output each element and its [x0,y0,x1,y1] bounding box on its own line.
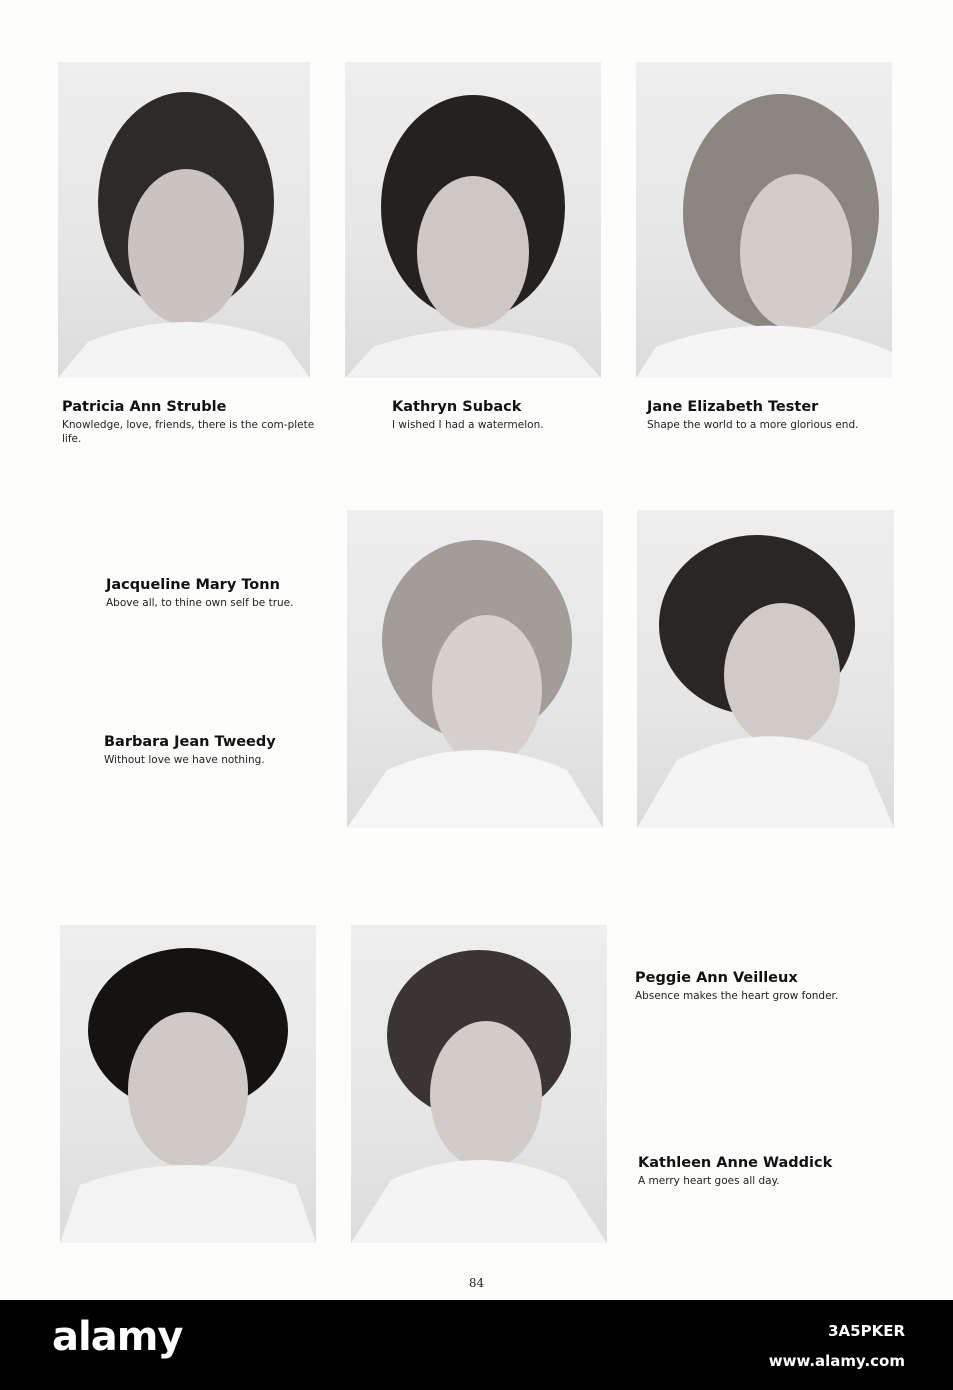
caption-suback [392,398,612,432]
portrait-photo-suback [345,62,601,378]
caption-veilleux [635,969,925,1003]
portrait-photo-tester [636,62,892,378]
portrait-photo-tweedy [637,510,894,828]
portrait-photo-waddick [351,925,607,1243]
student-name: Jacqueline Mary Tonn [106,577,280,593]
student-quote: Without love we have nothing. [104,754,265,766]
caption-tonn [106,576,336,610]
portrait-photo-veilleux [60,925,316,1243]
caption-tester [647,398,907,432]
student-name: Kathryn Suback [392,399,522,415]
page-number: 84 [468,1276,485,1290]
student-name: Peggie Ann Veilleux [635,970,798,986]
portrait-photo-struble [58,62,310,378]
student-quote: A merry heart goes all day. [638,1175,780,1187]
student-name: Patricia Ann Struble [62,399,227,415]
student-quote: Absence makes the heart grow fonder. [635,990,839,1002]
image-id: 3A5PKER [828,1322,905,1340]
caption-tweedy [104,733,334,767]
student-quote: I wished I had a watermelon. [392,419,544,431]
student-name: Barbara Jean Tweedy [104,734,276,750]
student-quote: Above all, to thine own self be true. [106,597,294,609]
student-name: Kathleen Anne Waddick [638,1155,833,1171]
student-quote: Shape the world to a more glorious end. [647,419,859,431]
student-name: Jane Elizabeth Tester [647,399,819,415]
student-quote: Knowledge, love, friends, there is the com-plete life. [62,419,315,445]
portrait-photo-tonn [347,510,603,828]
caption-waddick [638,1154,898,1188]
watermark-footer [0,1300,953,1390]
caption-struble [62,398,327,446]
site-url: www.alamy.com [768,1352,905,1370]
brand-logo: alamy [52,1314,183,1360]
